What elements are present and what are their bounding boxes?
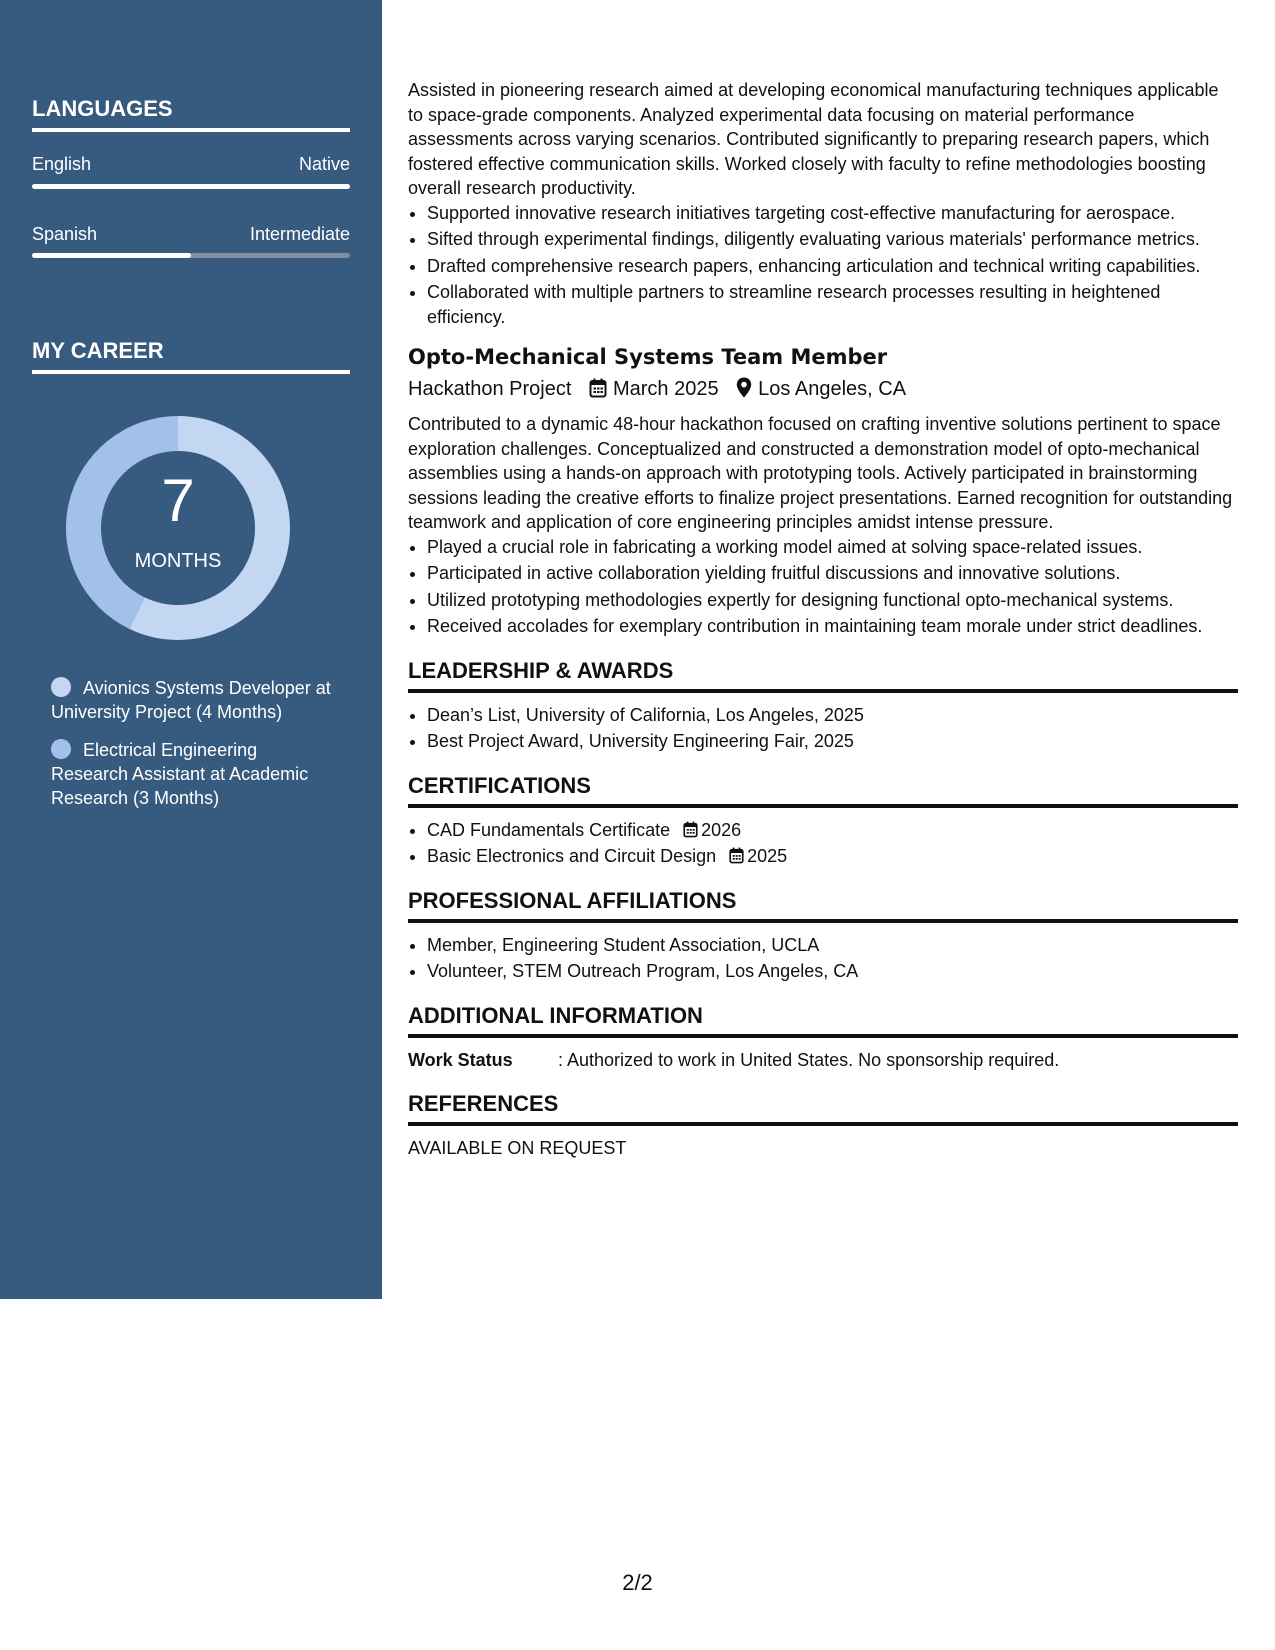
- list-item: • Participated in active collaboration yielding fruitful discussions and innovative solutions.: [427, 561, 1238, 586]
- language-level: Native: [298, 154, 350, 174]
- list-item: • Drafted comprehensive research papers, enhancing articulation and technical writing capabilities.: [427, 254, 1238, 279]
- list-item: • Supported innovative research initiatives targeting cost-effective manufacturing for aerospace.: [427, 201, 1238, 226]
- calendar-icon: [729, 847, 744, 864]
- career-legend-label: Electrical Engineering Research Assistant at Academic Research (3 Months): [51, 740, 309, 808]
- certifications-heading: CERTIFICATIONS: [408, 772, 1238, 808]
- leadership-heading: LEADERSHIP & AWARDS: [408, 657, 1238, 693]
- page-number: 2/2: [622, 1570, 653, 1595]
- job-organization: Hackathon Project: [408, 378, 572, 400]
- language-bar-spanish: [32, 253, 350, 258]
- legend-dot-icon: [51, 739, 71, 759]
- job-date: March 2025: [612, 378, 719, 400]
- references-heading: REFERENCES: [408, 1090, 1238, 1126]
- list-item: • Collaborated with multiple partners to streamline research processes resulting in heightened efficiency.: [427, 280, 1238, 329]
- additional-info-heading: ADDITIONAL INFORMATION: [408, 1002, 1238, 1038]
- language-level: Intermediate: [249, 224, 350, 244]
- list-item: • Best Project Award, University Engineering Fair, 2025: [427, 729, 1238, 754]
- legend-dot-icon: [51, 677, 71, 697]
- career-legend-item: [51, 676, 331, 724]
- career-total-value: 7: [161, 467, 195, 534]
- calendar-icon: [683, 821, 698, 838]
- list-item: • Utilized prototyping methodologies expertly for designing functional opto-mechanical systems.: [427, 588, 1238, 613]
- intro-paragraph: Assisted in pioneering research aimed at developing economical manufacturing techniques applicable to space-grade components. Analyzed experimental data focusing on material performance assessments across varying scenarios. Contributed significantly to preparing research papers, which fostered effective communication skills. Worked closely with faculty to refine methodologies boosting overall research productivity.: [408, 80, 1219, 198]
- certification-date: [729, 846, 787, 866]
- leadership-list: [408, 703, 1238, 754]
- language-name: English: [32, 154, 92, 174]
- affiliations-heading: PROFESSIONAL AFFILIATIONS: [408, 887, 1238, 923]
- sidebar: [0, 0, 382, 1299]
- work-status-value: : Authorized to work in United States. No sponsorship required.: [558, 1049, 1060, 1070]
- main-content: [408, 78, 1238, 1161]
- certification-year: 2025: [747, 846, 788, 866]
- list-item: • Volunteer, STEM Outreach Program, Los Angeles, CA: [427, 959, 1238, 984]
- list-item: • Sifted through experimental findings, diligently evaluating various materials' performance metrics.: [427, 227, 1238, 252]
- language-bar-fill: [32, 184, 350, 189]
- list-item: [427, 844, 1238, 869]
- job-description: Contributed to a dynamic 48-hour hackathon focused on crafting inventive solutions pertinent to space exploration challenges. Conceptualized and constructed a demonstration model of opto-mechanical assemblies using a hands-on approach with prototyping tools. Actively participated in brainstorming sessions leading the creative efforts to finalize project presentations. Earned recognition for outstanding teamwork and application of core engineering principles amidst intense pressure.: [408, 414, 1233, 532]
- affiliations-list: [408, 933, 1238, 984]
- calendar-icon: [589, 378, 607, 406]
- language-bar-fill: [32, 253, 191, 258]
- work-status-label: Work Status: [408, 1049, 513, 1070]
- career-donut-chart: [66, 416, 290, 640]
- list-item: • Received accolades for exemplary contribution in maintaining team morale under strict deadlines.: [427, 614, 1238, 639]
- certification-name: CAD Fundamentals Certificate: [427, 819, 671, 840]
- career-legend-label: Avionics Systems Developer at University Project (4 Months): [51, 678, 331, 722]
- certification-name: Basic Electronics and Circuit Design: [427, 846, 717, 866]
- certifications-list: [408, 818, 1238, 869]
- career-legend-item: [51, 738, 331, 810]
- job-meta: [408, 375, 1238, 406]
- location-pin-icon: [736, 377, 752, 406]
- job-location: Los Angeles, CA: [758, 378, 907, 400]
- list-item: • Played a crucial role in fabricating a working model aimed at solving space-related issues.: [427, 535, 1238, 560]
- job-bullet-list: [408, 535, 1238, 639]
- list-item: [427, 818, 1238, 843]
- certification-year: 2026: [701, 819, 742, 840]
- job-title: Opto-Mechanical Systems Team Member: [408, 345, 888, 369]
- intro-bullet-list: [408, 201, 1238, 330]
- languages-heading: LANGUAGES: [32, 96, 350, 132]
- career-heading: MY CAREER: [32, 338, 350, 374]
- references-text: AVAILABLE ON REQUEST: [408, 1138, 627, 1158]
- list-item: • Member, Engineering Student Association, UCLA: [427, 933, 1238, 958]
- career-total-unit: MONTHS: [134, 550, 222, 572]
- language-bar-english: [32, 184, 350, 189]
- certification-date: [683, 820, 741, 840]
- list-item: • Dean’s List, University of California, Los Angeles, 2025: [427, 703, 1238, 728]
- language-name: Spanish: [32, 224, 98, 244]
- work-status-row: [408, 1048, 1238, 1073]
